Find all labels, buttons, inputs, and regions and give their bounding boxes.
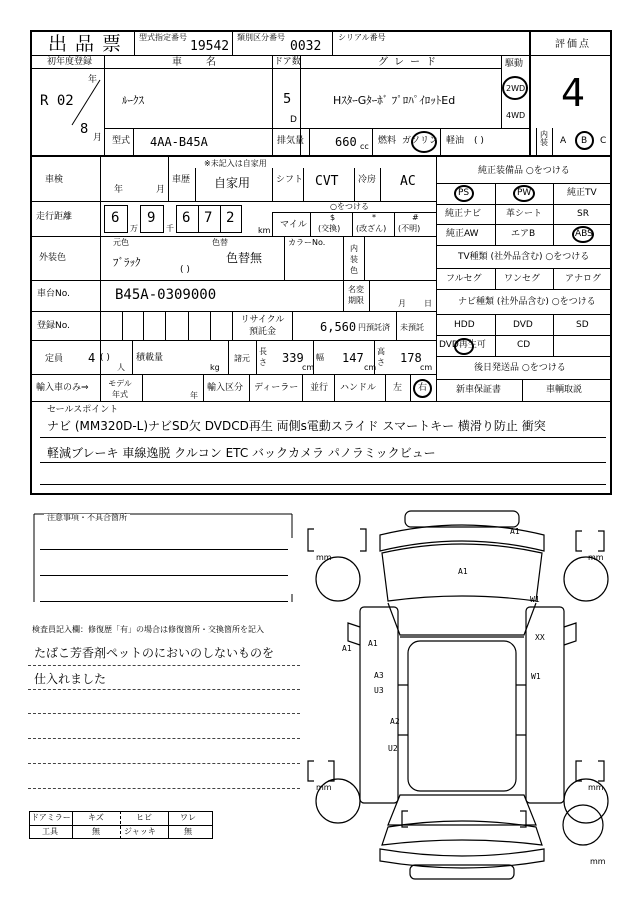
damage-a1-hood: A1	[458, 567, 468, 576]
first-reg-era: R 02	[40, 93, 74, 109]
original-color: ﾌﾞﾗｯｸ	[113, 256, 141, 269]
damage-u3-rear-door: U3	[374, 686, 384, 695]
circle-gasoline	[411, 131, 437, 153]
capacity-value: 4	[88, 351, 96, 365]
sales-point-line-2: 軽減ブレーキ 車線逸脱 クルコン ETC バックカメラ パノラミックビュー	[47, 446, 436, 460]
damage-a1-front-door: A1	[368, 639, 378, 648]
damage-w1-right-door: W1	[531, 672, 541, 681]
circle-interior-b	[575, 131, 594, 150]
circle-dvd-playback	[454, 338, 474, 355]
grade-value: HｽﾀｰGﾀｰﾎﾞ ﾌﾟﾛﾊﾟｲﾛｯﾄEd	[333, 94, 456, 107]
circle-right-handle	[413, 379, 432, 398]
circle-2wd	[502, 76, 528, 100]
caution-bracket	[28, 508, 298, 608]
door-count: 5	[283, 92, 292, 107]
mileage-digit-1: 6	[111, 210, 120, 226]
chassis-number: B45A-0309000	[115, 287, 217, 303]
car-diagram	[300, 505, 630, 885]
circle-abs	[572, 226, 594, 243]
damage-xx-right-door: XX	[535, 633, 545, 642]
repaint-value: 色替無	[226, 251, 263, 265]
car-name: ﾙｰｸｽ	[122, 94, 144, 107]
mileage-digit-4: 7	[204, 210, 213, 226]
damage-u2-rear-quarter: U2	[388, 744, 398, 753]
inspector-line-1: たばこ芳香剤ペットのにおいのしないものを	[34, 646, 275, 660]
recycle-amount: 6,560	[320, 320, 357, 334]
history-value: 自家用	[214, 176, 251, 190]
circle-ps	[454, 185, 474, 202]
displacement: 660	[335, 135, 357, 149]
mileage-digit-2: 9	[147, 210, 156, 226]
width-value: 147	[342, 351, 364, 365]
mileage-digit-5: 2	[226, 210, 235, 226]
height-value: 178	[400, 351, 422, 365]
first-reg-month: 8	[80, 122, 89, 137]
shift-value: CVT	[315, 174, 339, 189]
rating-label: 評価点	[555, 39, 591, 50]
damage-w1-front-right: W1	[530, 595, 540, 604]
rating-value: 4	[561, 71, 586, 115]
class-value: 0032	[290, 39, 322, 54]
model-code: 4AA-B45A	[150, 135, 208, 149]
sales-point-line-1: ナビ (MM320D-L)ナビSD欠 DVDCD再生 両側s電動スライド スマートキー 横滑り防止 衝突	[47, 419, 546, 433]
damage-a1-left-fender: A1	[342, 644, 352, 653]
damage-a2-rear-quarter: A2	[390, 717, 400, 726]
inspector-line-2: 仕入れました	[34, 672, 107, 686]
ac-value: AC	[400, 174, 416, 189]
circle-pw	[513, 185, 535, 202]
damage-a3-rear-door: A3	[374, 671, 384, 680]
form-title: 出品票	[48, 33, 130, 55]
damage-a1-bumper: A1	[510, 527, 520, 536]
mileage-digit-3: 6	[182, 210, 191, 226]
type-cert-value: 19542	[190, 39, 230, 54]
length-value: 339	[282, 351, 304, 365]
